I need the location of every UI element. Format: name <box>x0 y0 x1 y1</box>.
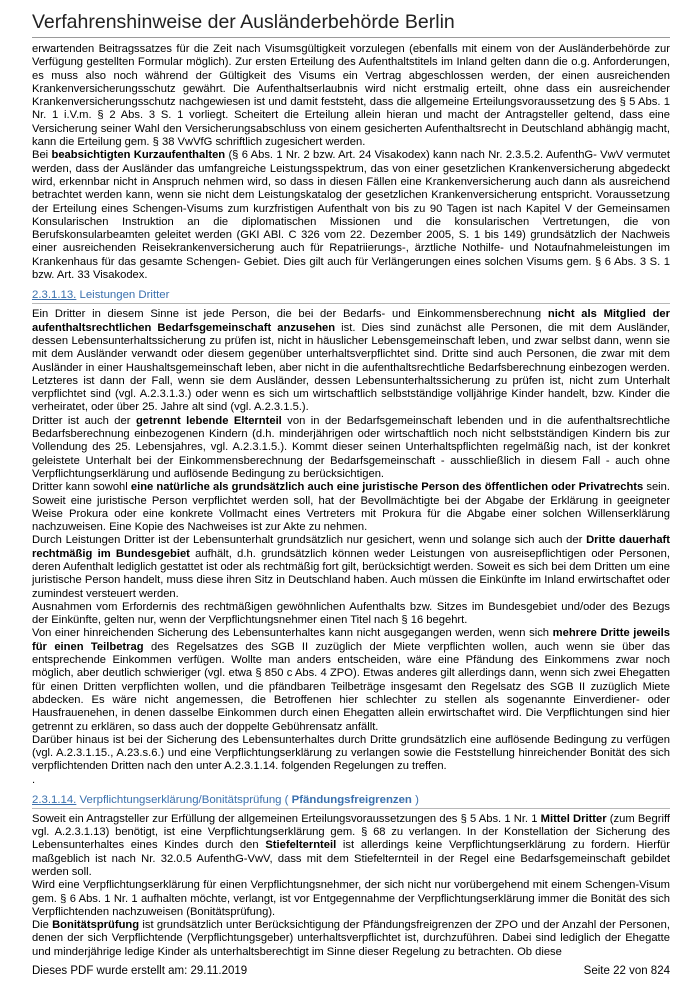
section-title: Leistungen Dritter <box>79 289 170 302</box>
paragraph: Bei beabsichtigten Kurzaufenthalten (§ 6 Abs. 1 Nr. 2 bzw. Art. 24 Visakodex) kann nach Nr. 2.3.5.2. AufenthG- VwV vermutet werden, dass der Ausländer das umfangreiche Leistungsspektrum, das von einer gesetzlichen Krankenversicherung abgedeckt wird, erkennbar nicht in Anspruch nehmen wird, so dass in diesen Fällen eine Krankenversicherung auch dann als ausreichend betrachtet werden kann, wenn sie nicht dem Leistungskatalog der gesetzlichen Krankenversicherung entspricht. Voraussetzung der Erteilung eines Schengen-Visums zum kurzfristigen Aufenthalt von bis zu 90 Tagen ist nach Kapitel V der Gemeinsamen Konsularischen Instruktion an die diplomatischen Missionen und die konsularischen Vertretungen, die von Berufskonsularbeamten geleitet werden (GKI ABl. C 326 vom 22. Dezember 2005, S. 1 bis 149) grundsätzlich der Nachweis einer ausreichenden Reisekrankenversicherung auch für Repatriierungs-, ärztliche Nothilfe- und Notaufnahmeleistungen im Krankenhaus für das gesamte Schengen- Gebiet. Dies gilt auch für Verlängerungen eines solchen Visums gem. § 6 Abs. 3 S. 1 bzw. Art. 33 Visakodex. <box>32 149 670 282</box>
footer-page-number: Seite 22 von 824 <box>583 965 670 977</box>
section-subtitle-link[interactable]: Pfändungsfreigrenzen <box>291 793 412 806</box>
section-number-link[interactable]: 2.3.1.14. <box>32 793 77 806</box>
paragraph: Ein Dritter in diesem Sinne ist jede Person, die bei der Bedarfs- und Einkommensberechnung nicht als Mitglied der aufenthaltsrechtlichen Bedarfsgemeinschaft anzusehen ist. Dies sind zunächst alle Personen, die mit dem Ausländer, dessen Lebensunterhaltssicherung zu prüfen ist, nicht in häuslicher Lebensgemeinschaft leben, und zwar selbst dann, wenn sie mit dem Ausländer verwandt oder diesem gegenüber unterhaltsverpflichtet sind. Dritte sind auch Personen, die zwar mit dem Ausländer in einer Haushaltsgemeinschaft leben, aber nicht in die aufenthaltsrechtliche Bedarfsberechnung einbezogen werden. Letzteres ist dann der Fall, wenn sie dem Ausländer, dessen Lebensunterhaltssicherung zu prüfen ist, nicht zum Unterhalt verpflichtet sind (vgl. A.2.3.1.3.) oder wenn es sich um wirtschaftlich selbstständige volljährige Kinder handelt, bzw. Kinder die verheiratet, oder über 25. Jahre alt sind (vgl. A.2.3.1.5.). <box>32 308 671 414</box>
paragraph: Soweit ein Antragsteller zur Erfüllung der allgemeinen Erteilungsvoraussetzungen des § 5 Abs. 1 Nr. 1 Mittel Dritter (zum Begriff vgl. A.2.3.1.13) benötigt, ist eine Verpflichtungserklärung gem. § 68 zu verlangen. In der Konstellation der Sicherung des Lebensunterhaltes eines Kindes durch den Stiefelternteil ist allerdings keine Verpflichtungserklärung zu fordern. Hierfür maßgeblich ist nach Nr. 32.0.5 AufenthG-VwV, dass mit dem Stiefelternteil in der Regel eine Bedarfsgemeinschaft gebildet werden soll. <box>32 812 671 878</box>
paragraph: Darüber hinaus ist bei der Sicherung des Lebensunterhaltes durch Dritte grundsätzlich eine auflösende Bedingung zu verfügen (vgl. A.2.3.1.15., A.23.s.6.) und eine Verpflichtungserklärung zu verlangen sowie die Feststellung hinreichender Bonität des sich verpflichtenden Dritten nach den unter A.2.3.1.14. folgenden Regelungen zu treffen. <box>32 733 670 773</box>
paragraph: Dritter kann sowohl eine natürliche als grundsätzlich auch eine juristische Person des öffentlichen oder Privatrechts sein. Soweit eine juristische Person verpflichtet werden soll, hat der Bevollmächtigte bei der Abgabe der Erklärung in geeigneter Weise Prokura oder eine konkrete Vollmacht eines Vertreters mit Prokura für die Abgabe einer solchen Willenserklärung nachzuweisen. Eine Kopie des Nachweises ist zur Akte zu nehmen. <box>32 481 670 534</box>
document-body <box>32 43 670 959</box>
paragraph: Wird eine Verpflichtungserklärung für einen Verpflichtungsnehmer, der sich nicht nur vorübergehend mit einem Schengen-Visum gem. § 6 Abs. 1 Nr. 1 aufhalten möchte, verlangt, ist vor Entgegennahme der Verpflichtungserklärung immer die Bonität des sich Verpflichtenden nachzuweisen (Bonitätsprüfung). <box>32 879 670 918</box>
paragraph: Ausnahmen vom Erfordernis des rechtmäßigen gewöhnlichen Aufenthalts bzw. Sitzes im Bundesgebiet und/oder des Bezugs der Einkünfte, gelten nur, wenn der Verpflichtungsnehmer einen Titel nach § 16 begehrt. <box>32 600 670 627</box>
paragraph: Von einer hinreichenden Sicherung des Lebensunterhaltes kann nicht ausgegangen werden, wenn sich mehrere Dritte jeweils für einen Teilbetrag des Regelsatzes des SGB II zuzüglich der Miete verpflichten wollen, auch wenn sie über das entsprechende Einkommen verfügen. Wollte man anders entscheiden, wäre eine Pfändung des Einkommens zwar noch möglich, aber deutlich schwieriger (vgl. etwa § 850 c Abs. 4 ZPO). Etwas anderes gilt allerdings dann, wenn sich zwei Ehegatten für einen Dritten verpflichten wollen, und die pfändbaren Teilbeträge insgesamt den Regelsatz des SGB II zuzüglich Miete abdecken. Es wäre nicht angemessen, die Betroffenen hier schlechter zu stellen als sogenannte Einverdiener- oder Hausfrauenehen, in denen dasselbe Einkommen durch einen Ehegatten allein erwirtschaftet wird. Die Verpflichtungen sind hier getrennt zu erklären, so dass auch der doppelte Gebührensatz anfällt. <box>32 627 671 733</box>
section-heading-verpflichtungserklaerung[interactable] <box>32 793 670 809</box>
section-number-link[interactable]: 2.3.1.13. <box>32 289 77 302</box>
section-heading-leistungen-dritter[interactable] <box>32 288 670 304</box>
paragraph: erwartenden Beitragssatzes für die Zeit nach Visumsgültigkeit vorzulegen (ebenfalls mit einem von der Ausländerbehörde zur Verfügung gestellten Formular möglich). Zur ersten Erteilung des Aufenthaltstitels im Inland gelten dann die o.g. Anforderungen, es muss also noch während der Gültigkeit des Visums ein Vertrag abgeschlossen werden, der einen ausreichenden Krankenversicherungsschutz gewährt. Die Aufenthaltserlaubnis wird nicht erstmalig erteilt, ohne dass ein ausreichender Krankenversicherungsschutz nachgewiesen ist und damit feststeht, dass die allgemeine Erteilungsvoraussetzung des § 5 Abs. 1 Nr. 1 i.V.m. § 2 Abs. 3 S. 1 vorliegt. Scheitert die Erteilung allein hieran und macht der Antragsteller geltend, dass eine Versicherung seiner Wahl den Versicherungsabschluss von einem gesicherten Aufenthaltsrecht in Deutschland abhängig macht, kann die Erteilung gem. § 38 VwVfG schriftlich zugesichert werden. <box>32 43 670 149</box>
paragraph: Die Bonitätsprüfung ist grundsätzlich unter Berücksichtigung der Pfändungsfreigrenzen der ZPO und der Anzahl der Personen, denen der sich Verpflichtende (Verpflichtungsgeber) unterhaltsverpflichtet ist, durchzuführen. Dabei sind lediglich der Ehegatte und minderjährige ledige Kinder als unterhaltsberechtigt im Sinne dieser Regelung zu betrachten. Ob diese <box>32 919 670 958</box>
paragraph: Durch Leistungen Dritter ist der Lebensunterhalt grundsätzlich nur gesichert, wenn und solange sich auch der Dritte dauerhaft rechtmäßig im Bundesgebiet aufhält, d.h. grundsätzlich können weder Leistungen von ausreisepflichtigen oder Personen, deren Aufenthalt lediglich gestattet ist oder als rechtmäßig fort gilt, berücksichtigt werden. Soweit es sich bei dem Dritten um eine juristische Person handelt, muss diese ihren Sitz in Deutschland haben. Auch müssen die Einkünfte im Inland erwirtschaftet oder zumindest versteuert werden. <box>32 534 671 600</box>
page-header-title: Verfahrenshinweise der Ausländerbehörde Berlin <box>32 10 670 38</box>
footer-created-date: Dieses PDF wurde erstellt am: 29.11.2019 <box>32 965 248 977</box>
section-title-end: ) <box>415 793 419 806</box>
paragraph: Dritter ist auch der getrennt lebende Elternteil von in der Bedarfsgemeinschaft lebenden und in die aufenthaltsrechtliche Bedarfsberechnung einbezogenen Kindern (d.h. minderjährigen oder wirtschaftlich noch nicht selbstständigen Kindern bis zur Vollendung des 25. Lebensjahres, vgl. A.2.3.1.5.). Kommt dieser seinen Unterhaltspflichten regelmäßig nach, ist der konkret geleistete Unterhalt bei der Einkommensberechnung der Bedarfsgemeinschaft - ausschließlich in diesem Fall - auch ohne Verpflichtungserklärung und auflösende Bedingung zu berücksichtigen. <box>32 414 670 480</box>
section-title: Verpflichtungserklärung/Bonitätsprüfung ( <box>79 793 289 806</box>
trailing-dot: . <box>32 773 36 786</box>
